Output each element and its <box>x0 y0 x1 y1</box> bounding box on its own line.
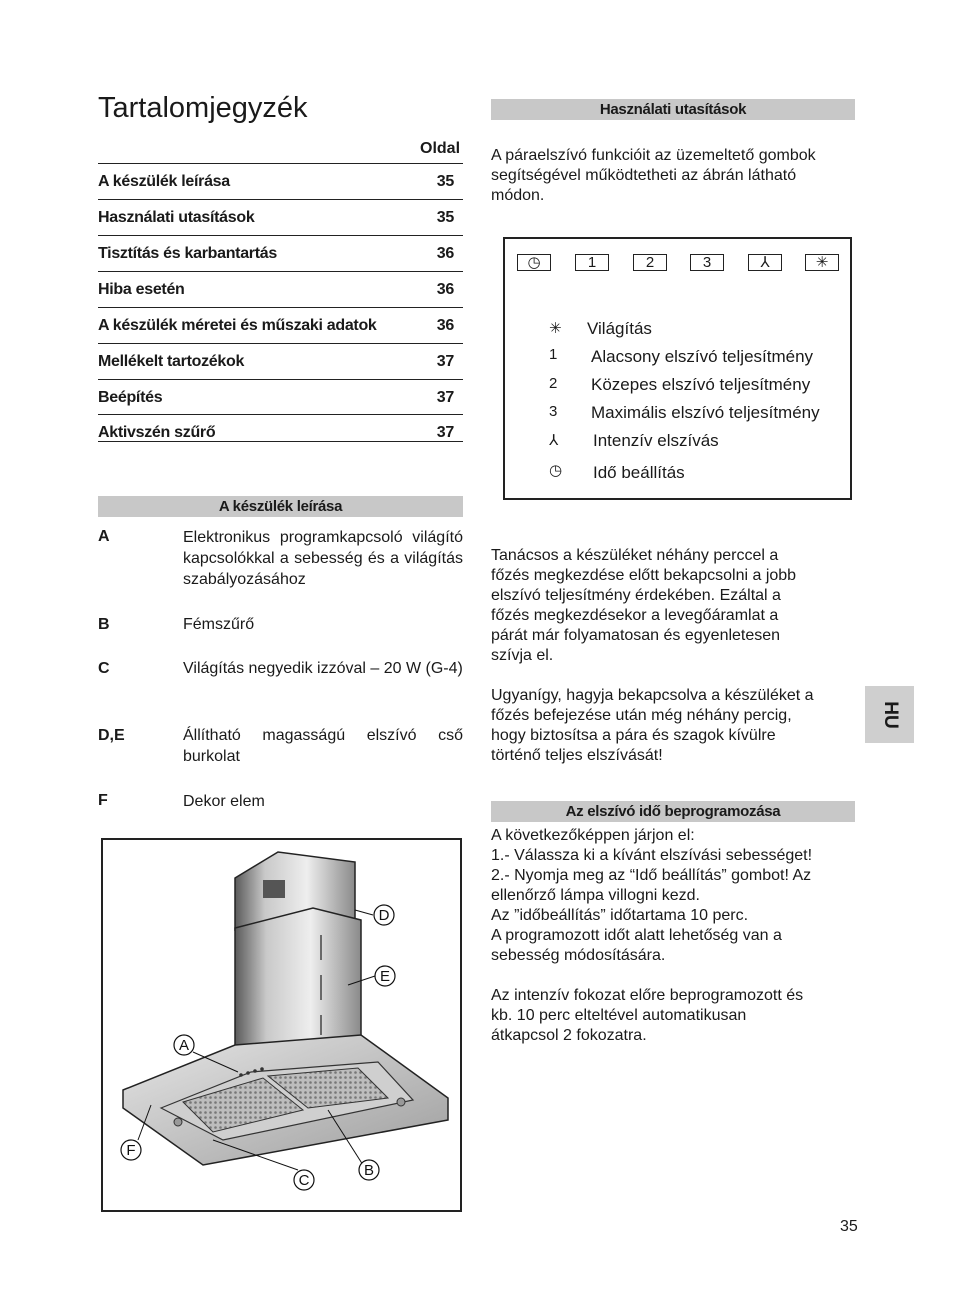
text-line: hogy biztosítsa a pára és szagok kívülre <box>491 727 776 744</box>
toc-label: Aktivszén szűrő <box>98 424 216 441</box>
toc-row[interactable] <box>98 343 463 379</box>
speed-1-button: 1 <box>575 254 609 271</box>
toc-label: Beépítés <box>98 389 163 406</box>
toc-label: Mellékelt tartozékok <box>98 353 245 370</box>
toc-page: 35 <box>436 173 454 190</box>
desc-text: Fémszűrő <box>183 616 255 633</box>
toc-page: 37 <box>436 389 454 406</box>
callout-label-e: E <box>379 968 391 985</box>
usage-intro <box>491 146 855 206</box>
toc-label: Tisztítás és karbantartás <box>98 245 277 262</box>
section-heading-usage: Használati utasítások <box>491 99 855 120</box>
speed-2-button: 2 <box>633 254 667 271</box>
text-line: Az intenzív fokozat előre beprogramozott és <box>491 987 804 1004</box>
text-line: 2.- Nyomja meg az “Idő beállítás” gombot! Az <box>491 867 812 884</box>
text-line: segítségével működtetheti az ábrán látható <box>491 167 797 184</box>
light-button-icon: ✳ <box>805 254 839 271</box>
text-line: Ugyanígy, hagyja bekapcsolva a készüléket a <box>491 687 814 704</box>
text-line: elszívó teljesítmény érdekében. Ezáltal a <box>491 587 781 604</box>
legend-text: Közepes elszívó teljesítmény <box>591 375 811 394</box>
toc-label: A készülék leírása <box>98 173 230 190</box>
toc-row[interactable] <box>98 414 463 450</box>
text-line: átkapcsol 2 fokozatra. <box>491 1027 647 1044</box>
toc-page-header: Oldal <box>420 140 461 157</box>
desc-text: Dekor elem <box>183 793 265 810</box>
language-tab-label: HU <box>879 700 901 729</box>
toc-row[interactable] <box>98 199 463 235</box>
toc-row[interactable] <box>98 379 463 415</box>
text-line: főzés megkezdésekor a levegőáramlat a <box>491 607 779 624</box>
text-line: 1.- Válassza ki a kívánt elszívási sebességet! <box>491 847 813 864</box>
legend-text: Idő beállítás <box>593 463 685 482</box>
vent-grille <box>263 880 285 898</box>
desc-text: Elektronikus programkapcsoló világító kapcsolókkal a sebesség és a világítás szabályozásához <box>183 529 463 588</box>
legend-text: Világítás <box>587 319 652 338</box>
desc-letter: B <box>98 616 110 633</box>
toc-label: Használati utasítások <box>98 209 255 226</box>
toc-label: Hiba esetén <box>98 281 185 298</box>
text-line: főzés megkezdése előtt bekapcsolni a jobb <box>491 567 797 584</box>
text-line: ellenőrző lámpa villogni kezd. <box>491 887 700 904</box>
toc-divider <box>98 441 463 442</box>
timer-note <box>491 986 855 1046</box>
callout-label-b: B <box>363 1162 375 1179</box>
clock-icon: ◷ <box>549 462 563 479</box>
text-line: Tanácsos a készüléket néhány perccel a <box>491 547 779 564</box>
text-line: módon. <box>491 187 545 204</box>
text-line: Az ”időbeállítás” időtartama 10 perc. <box>491 907 749 924</box>
desc-letter: C <box>98 660 110 677</box>
intensive-icon: ⅄ <box>549 432 559 449</box>
desc-letter: F <box>98 792 108 809</box>
hood-illustration <box>101 838 462 1212</box>
toc-page: 37 <box>436 353 454 370</box>
hood-drawing <box>103 840 460 1210</box>
timer-steps <box>491 826 855 966</box>
desc-letter: A <box>98 528 110 545</box>
toc-page: 36 <box>436 245 454 262</box>
intensive-button-icon: ⅄ <box>748 254 782 271</box>
toc-row[interactable] <box>98 271 463 307</box>
desc-text: Világítás negyedik izzóval – 20 W (G-4) <box>183 660 463 677</box>
desc-letter: D,E <box>98 727 125 744</box>
speed-1-symbol: 1 <box>549 346 558 363</box>
desc-text: Állítható magasságú elszívó cső burkolat <box>183 727 463 765</box>
section-heading-timer: Az elszívó idő beprogramozása <box>491 801 855 822</box>
text-line: A programozott időt alatt lehetőség van a <box>491 927 782 944</box>
text-line: A következőképpen járjon el: <box>491 827 695 844</box>
page-number: 35 <box>840 1218 858 1235</box>
toc-row[interactable] <box>98 163 463 199</box>
text-line: A páraelszívó funkcióit az üzemeltető gombok <box>491 147 816 164</box>
text-line: szívja el. <box>491 647 554 664</box>
callout-label-f: F <box>126 1142 136 1159</box>
speed-3-button: 3 <box>690 254 724 271</box>
toc-row[interactable] <box>98 307 463 343</box>
legend-text: Intenzív elszívás <box>593 431 719 450</box>
control-panel-diagram <box>503 237 852 500</box>
text-line: párát már folyamatosan és egyenletesen <box>491 627 781 644</box>
text-line: kb. 10 perc elteltével automatikusan <box>491 1007 747 1024</box>
toc-page: 36 <box>436 317 454 334</box>
speed-2-symbol: 2 <box>549 375 558 392</box>
speed-3-symbol: 3 <box>549 403 558 420</box>
language-tab <box>865 686 914 743</box>
toc-row[interactable] <box>98 235 463 271</box>
toc-page: 37 <box>436 424 454 441</box>
toc-page: 36 <box>436 281 454 298</box>
legend-text: Alacsony elszívó teljesítmény <box>591 347 814 366</box>
legend-text: Maximális elszívó teljesítmény <box>591 403 820 422</box>
timer-button-icon: ◷ <box>517 254 551 271</box>
page-title: Tartalomjegyzék <box>98 92 308 124</box>
text-line: főzés befejezése után még néhány percig, <box>491 707 792 724</box>
toc-label: A készülék méretei és műszaki adatok <box>98 317 377 334</box>
usage-paragraph-1 <box>491 546 855 666</box>
light-icon: ✳ <box>549 320 562 337</box>
usage-paragraph-2 <box>491 686 855 766</box>
callout-label-c: C <box>298 1172 310 1189</box>
toc-page: 35 <box>436 209 454 226</box>
text-line: történő teljes elszívását! <box>491 747 663 764</box>
section-heading-description: A készülék leírása <box>98 496 463 517</box>
text-line: sebesség módosítására. <box>491 947 666 964</box>
callout-label-d: D <box>378 907 390 924</box>
callout-label-a: A <box>178 1037 190 1054</box>
